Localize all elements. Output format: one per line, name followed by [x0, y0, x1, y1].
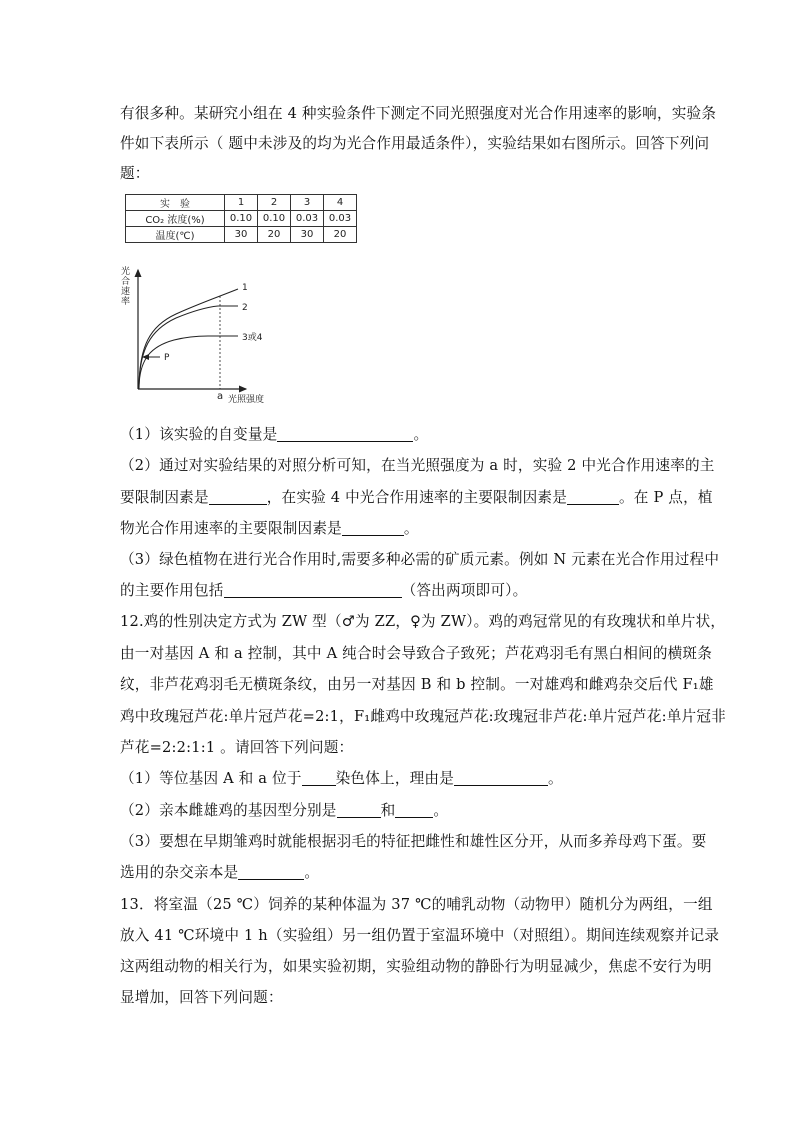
table-cell: 30	[225, 227, 258, 243]
x-axis-label: 光照强度	[228, 395, 265, 405]
q12-text: 染色体上，理由是	[335, 770, 454, 787]
answer-blank[interactable]	[224, 582, 402, 598]
q11-text: 物光合作用速率的主要限制因素是	[120, 520, 342, 537]
intro-line-2: 件如下表所示（ 题中未涉及的均为光合作用最适条件），实验结果如右图所示。回答下列问	[120, 135, 710, 152]
answer-blank[interactable]	[395, 802, 433, 818]
y-label-char: 光	[121, 267, 131, 277]
table-cell: 20	[324, 227, 357, 243]
q12-text: 。	[304, 864, 320, 881]
table-cell: 20	[258, 227, 291, 243]
table-header-label: 实 验	[126, 195, 225, 211]
q12-part3-line2	[120, 863, 685, 883]
table-row	[126, 227, 357, 243]
q12-line3: 纹，非芦花鸡羽毛无横斑条纹，由另一对基因 B 和 b 控制。一对雄鸡和雌鸡杂交后代 F₁雄	[120, 676, 714, 693]
q11-part2-line3	[120, 519, 685, 539]
answer-blank[interactable]	[337, 802, 381, 818]
point-p-label: P	[164, 353, 170, 363]
series-label-1: 1	[242, 283, 248, 293]
table-co2-label: CO₂ 浓度(%)	[126, 211, 225, 227]
table-cell: 0.10	[225, 211, 258, 227]
q11-part1-end: 。	[413, 426, 429, 443]
q11-part1-text: （1）该实验的自变量是	[120, 426, 278, 443]
q13-line3: 这两组动物的相关行为，如果实验初期，实验组动物的静卧行为明显减少，焦虑不安行为明	[120, 958, 712, 975]
q11-part1	[120, 425, 685, 445]
y-label-char: 合	[121, 277, 131, 287]
answer-blank[interactable]	[238, 864, 304, 880]
q12-line1: 12.鸡的性别决定方式为 ZW 型（♂为 ZZ，♀为 ZW）。鸡的鸡冠常见的有玫瑰状和单片状，	[120, 613, 726, 630]
q12-text: 选用的杂交亲本是	[120, 864, 239, 881]
q12-text: （1）等位基因 A 和 a 位于	[120, 770, 302, 787]
q12-text: （2）亲本雌雄鸡的基因型分别是	[120, 802, 337, 819]
q12-text: 和	[380, 802, 396, 819]
curve-series-1	[139, 289, 238, 389]
answer-blank[interactable]	[209, 489, 267, 505]
experiment-table	[125, 194, 357, 243]
table-cell: 0.03	[291, 211, 324, 227]
q11-text: ，在实验 4 中光合作用速率的主要限制因素是	[266, 489, 568, 506]
series-label-3-4: 3或4	[242, 333, 263, 343]
q11-text: 。在 P 点，植	[619, 489, 713, 506]
table-cell: 2	[258, 195, 291, 211]
q12-line5: 芦花=2:2:1:1 。请回答下列问题：	[120, 739, 354, 756]
q13-line2: 放入 41 ℃环境中 1 h（实验组）另一组仍置于室温环境中（对照组）。期间连续观察并记录	[120, 927, 720, 944]
table-cell: 3	[291, 195, 324, 211]
curve-series-3-4	[139, 336, 238, 389]
q12-line2: 由一对基因 A 和 a 控制，其中 A 纯合时会导致合子致死；芦花鸡羽毛有黑白相间的横斑条	[120, 645, 712, 662]
q11-text: 。	[403, 520, 419, 537]
photosynthesis-graph	[118, 266, 278, 406]
q11-part2-line2	[120, 488, 713, 508]
q11-text: （答出两项即可）。	[401, 582, 528, 599]
answer-blank[interactable]	[302, 770, 336, 786]
answer-blank[interactable]	[567, 489, 619, 505]
intro-line-3: 题：	[120, 165, 150, 182]
q12-part2	[120, 801, 685, 821]
q11-text: 要限制因素是	[120, 489, 209, 506]
q12-text: 。	[433, 802, 449, 819]
y-label-char: 速	[121, 287, 131, 297]
q13-line4: 显增加，回答下列问题：	[120, 989, 283, 1006]
intro-line-1: 有很多种。某研究小组在 4 种实验条件下测定不同光照强度对光合作用速率的影响，实验条	[120, 105, 717, 122]
table-cell: 1	[225, 195, 258, 211]
y-axis-label	[121, 266, 130, 307]
q12-part1	[120, 769, 685, 789]
y-label-char: 率	[121, 297, 131, 307]
table-cell: 0.03	[324, 211, 357, 227]
answer-blank[interactable]	[277, 426, 413, 442]
q11-part3-line2	[120, 581, 685, 601]
q11-part3-line1: （3）绿色植物在进行光合作用时,需要多种必需的矿质元素。例如 N 元素在光合作用过程中	[120, 551, 720, 568]
q12-text: 。	[548, 770, 563, 787]
table-temp-label: 温度(℃)	[126, 227, 225, 243]
answer-blank[interactable]	[454, 770, 548, 786]
q12-line4: 鸡中玫瑰冠芦花:单片冠芦花=2:1，F₁雌鸡中玫瑰冠芦花:玫瑰冠非芦花:单片冠芦花:单片冠非	[120, 708, 726, 725]
table-cell: 4	[324, 195, 357, 211]
series-label-2: 2	[242, 303, 248, 313]
q11-text: 的主要作用包括	[120, 582, 224, 599]
table-row	[126, 211, 357, 227]
answer-blank[interactable]	[342, 520, 404, 536]
q11-part2-line1: （2）通过对实验结果的对照分析可知，在当光照强度为 a 时，实验 2 中光合作用速率的主	[120, 457, 715, 474]
q13-line1: 13．将室温（25 ℃）饲养的某种体温为 37 ℃的哺乳动物（动物甲）随机分为两组，一组	[120, 896, 713, 913]
curve-series-2	[139, 306, 238, 389]
table-cell: 0.10	[258, 211, 291, 227]
table-row	[126, 195, 357, 211]
table-cell: 30	[291, 227, 324, 243]
q12-part3-line1: （3）要想在早期雏鸡时就能根据羽毛的特征把雌性和雄性区分开，从而多养母鸡下蛋。要	[120, 833, 707, 850]
x-marker-a: a	[217, 391, 224, 402]
